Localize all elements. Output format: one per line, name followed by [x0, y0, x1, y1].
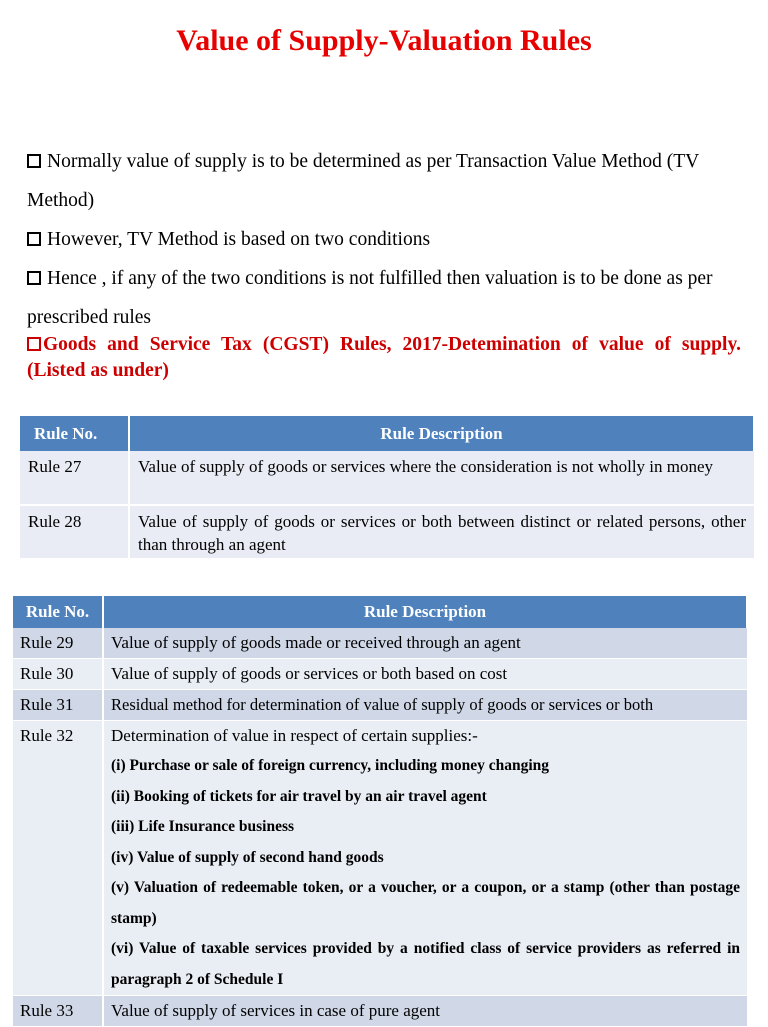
column-header-rule-no: Rule No. — [13, 596, 103, 628]
table-row — [20, 451, 754, 505]
rule-no-cell: Rule 29 — [13, 628, 103, 659]
rule-no-cell: Rule 33 — [13, 996, 103, 1027]
sub-item: (iii) Life Insurance business — [111, 818, 295, 835]
bullet-list — [27, 142, 743, 337]
table-row — [13, 996, 747, 1027]
checkbox-bullet-icon — [27, 232, 41, 246]
table-row — [20, 505, 754, 558]
checkbox-bullet-icon — [27, 271, 41, 285]
rule-description-cell: Value of supply of goods or services or both based on cost — [103, 659, 747, 690]
table-row — [13, 659, 747, 690]
table-row — [13, 721, 747, 996]
rule-no-cell: Rule 27 — [20, 451, 129, 505]
rule-description-cell: Value of supply of services in case of pure agent — [103, 996, 747, 1027]
checkbox-bullet-icon — [27, 337, 41, 351]
rule-description-cell: Value of supply of goods made or received through an agent — [103, 628, 747, 659]
rule-description-text: Determination of value in respect of certain supplies:- — [111, 726, 478, 745]
table-row — [13, 628, 747, 659]
sub-item: (vi) Value of taxable services provided by a notified class of service providers as referred in paragraph 2 of Schedule I — [111, 940, 740, 988]
bullet-item — [27, 259, 743, 337]
column-header-rule-description: Rule Description — [129, 416, 754, 451]
table-row — [13, 690, 747, 721]
sub-item: (iv) Value of supply of second hand goods — [111, 848, 384, 866]
column-header-rule-description: Rule Description — [103, 596, 747, 628]
bullet-text: Hence , if any of the two conditions is not fulfilled then valuation is to be done as per prescribed rules — [27, 268, 713, 328]
bullet-text: However, TV Method is based on two conditions — [47, 229, 431, 250]
sub-item: (i) Purchase or sale of foreign currency, including money changing — [111, 757, 550, 774]
table-header-row — [13, 596, 747, 628]
column-header-rule-no: Rule No. — [20, 416, 129, 451]
rule-description-cell — [103, 721, 747, 996]
sub-item: (v) Valuation of redeemable token, or a voucher, or a coupon, or a stamp (other than postage stamp) — [111, 879, 740, 927]
cgst-rules-bullet — [27, 332, 741, 384]
rule-description-cell: Value of supply of goods or services where the consideration is not wholly in money — [129, 451, 754, 505]
bullet-text: Goods and Service Tax (CGST) Rules, 2017-Detemination of value of supply. (Listed as under) — [27, 334, 741, 381]
rules-table-1 — [20, 416, 755, 558]
bullet-item — [27, 220, 743, 259]
page-title: Value of Supply-Valuation Rules — [176, 24, 592, 57]
bullet-text: Normally value of supply is to be determined as per Transaction Value Method (TV Method) — [27, 151, 699, 211]
rule-no-cell: Rule 28 — [20, 505, 129, 558]
rule-no-cell: Rule 31 — [13, 690, 103, 721]
checkbox-bullet-icon — [27, 154, 41, 168]
sub-item: (ii) Booking of tickets for air travel by an air travel agent — [111, 787, 487, 805]
rule-description-cell: Residual method for determination of value of supply of goods or services or both — [103, 690, 747, 721]
rules-table-2 — [13, 596, 748, 1027]
rule-description-cell: Value of supply of goods or services or both between distinct or related persons, other than through an agent — [129, 505, 754, 558]
rule-no-cell: Rule 30 — [13, 659, 103, 690]
table-header-row — [20, 416, 754, 451]
rule-no-cell: Rule 32 — [13, 721, 103, 996]
bullet-item — [27, 142, 743, 220]
